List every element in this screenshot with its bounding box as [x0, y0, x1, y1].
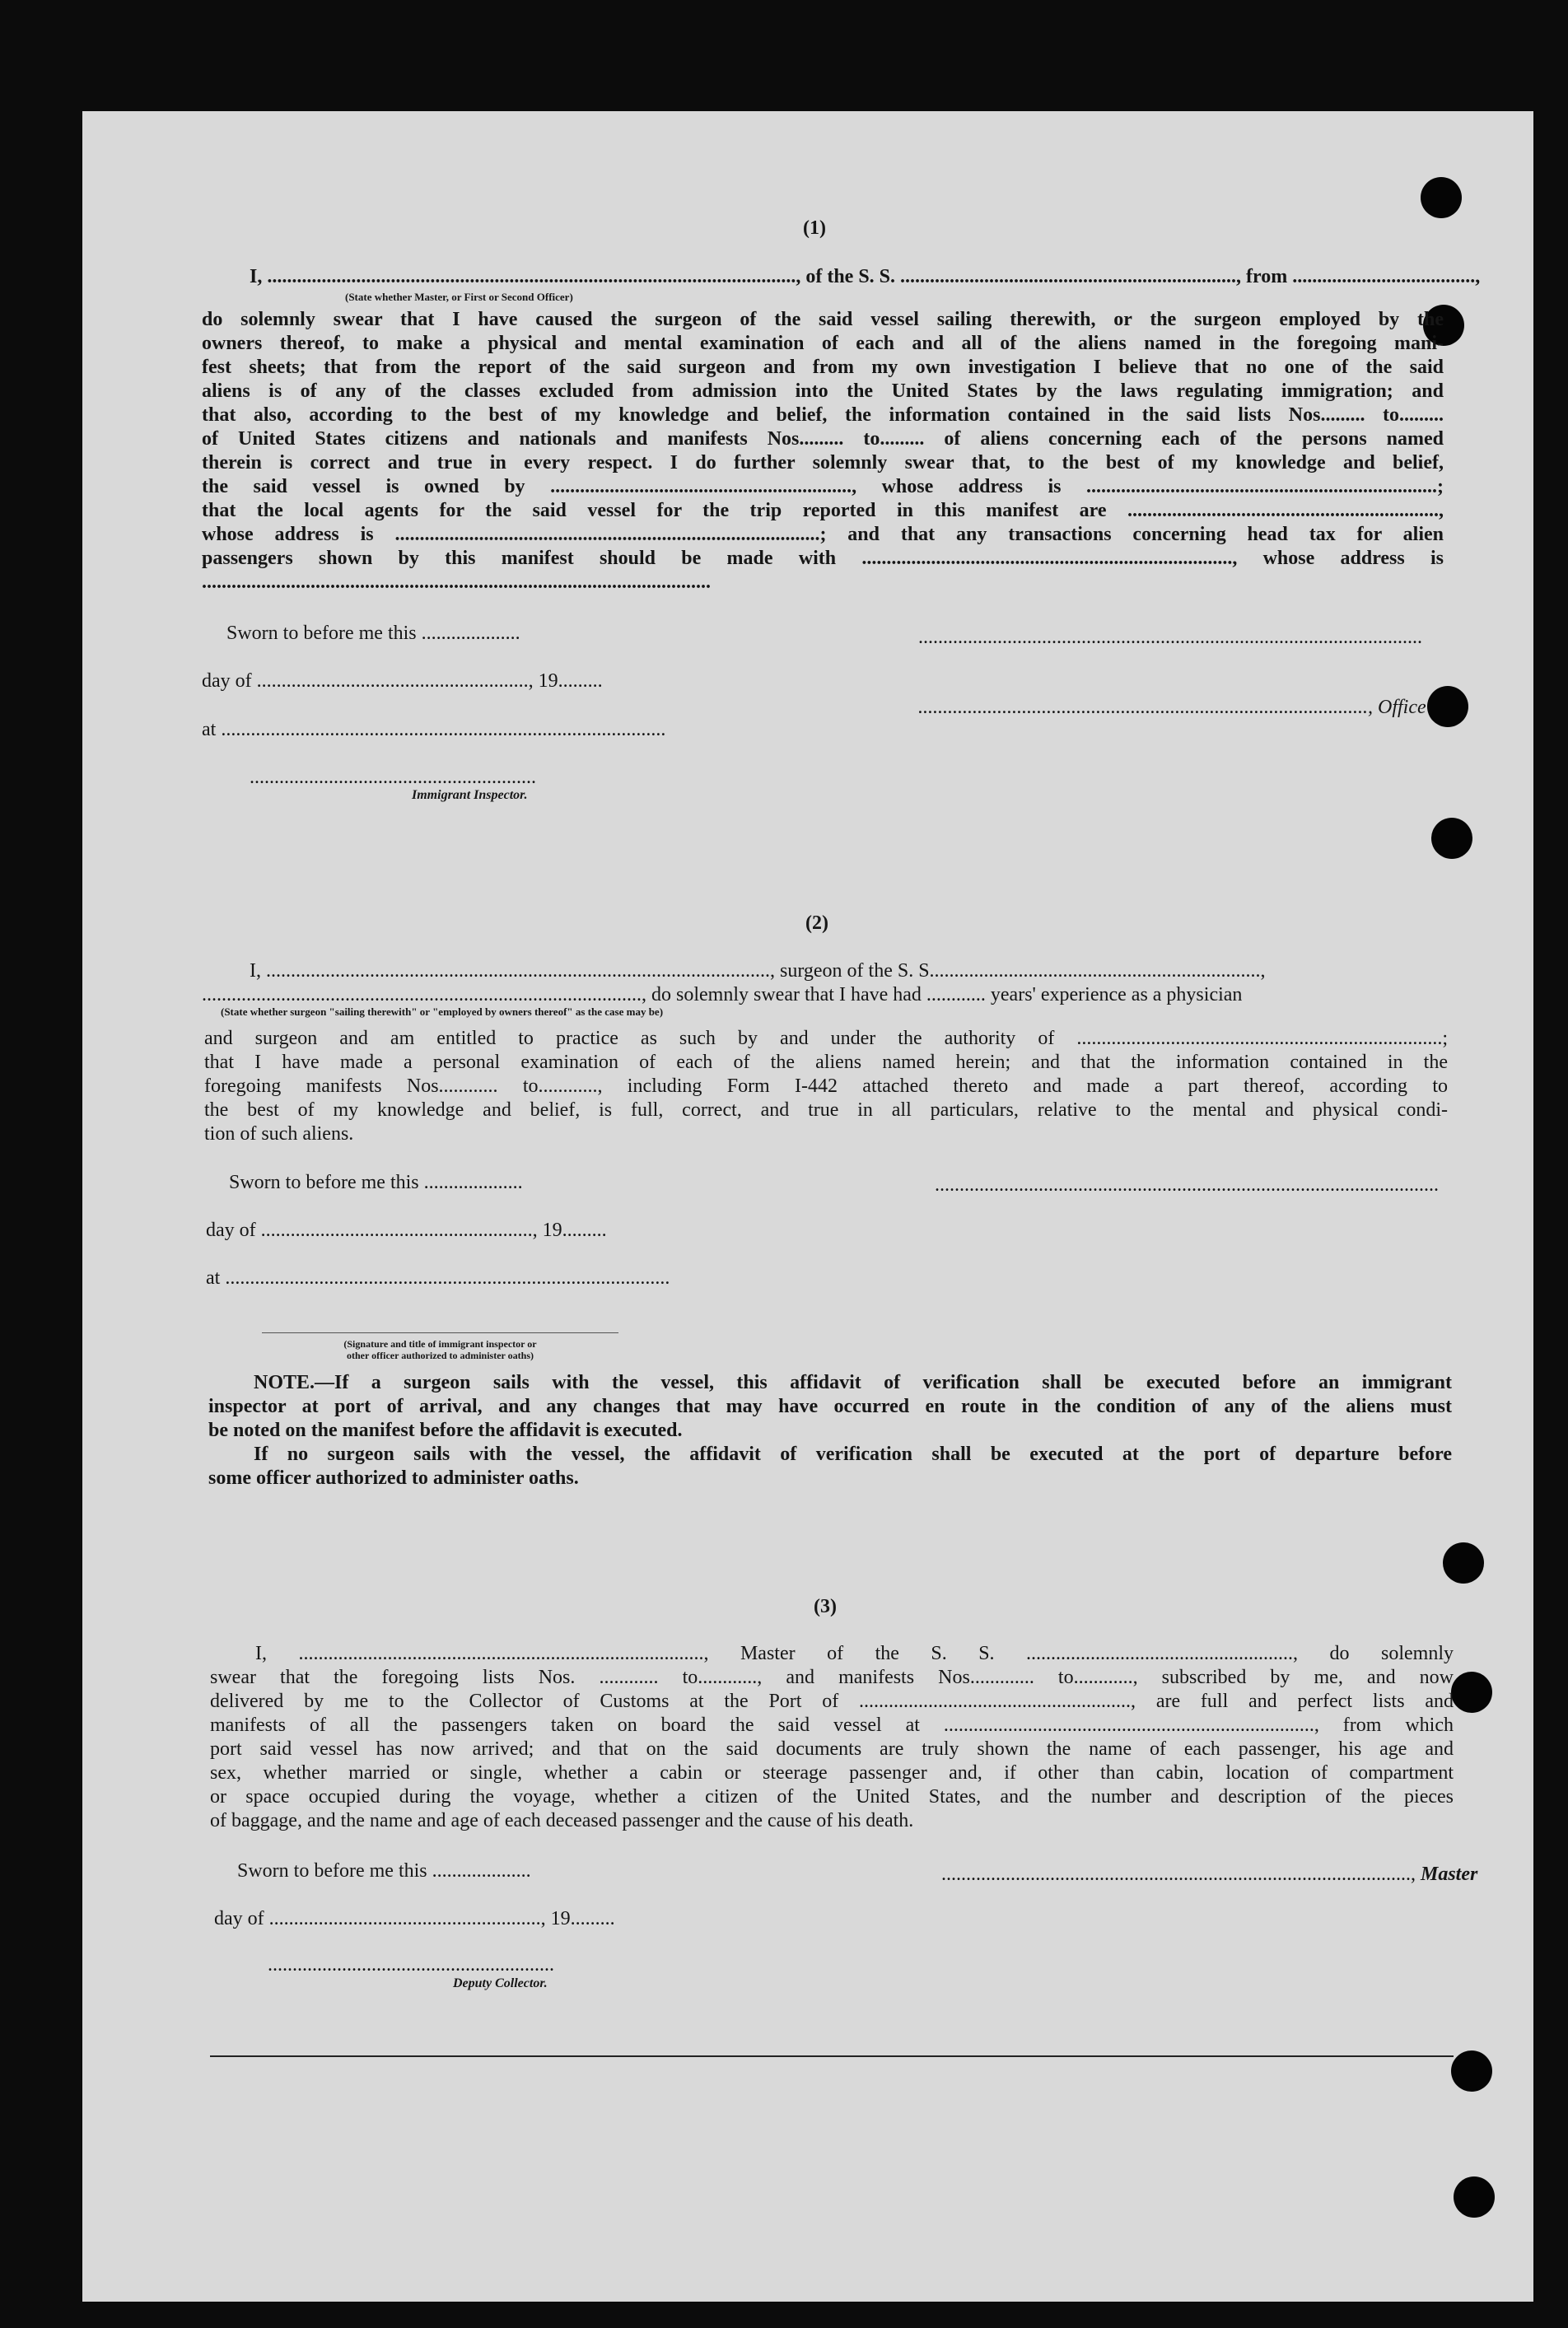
punch-hole — [1443, 1542, 1484, 1584]
s3-collector-label: Deputy Collector. — [453, 1976, 548, 1990]
s2-note-line: If no surgeon sails with the vessel, the affidavit of verification shall be executed at the port of departure before — [254, 1444, 1452, 1465]
s1-text-line: that also, according to the best of my knowledge and belief, the information contained in the said lists Nos......... to......... — [202, 404, 1444, 426]
s1-text-line: owners thereof, to make a physical and mental examination of each and all of the aliens named in the foregoing mani- — [202, 333, 1444, 354]
s3-text-line: or space occupied during the voyage, whether a citizen of the United States, and the number and description of the pieces — [210, 1786, 1454, 1808]
s2-text-line: tion of such aliens. — [204, 1123, 354, 1145]
section-3-heading: (3) — [814, 1596, 837, 1617]
s3-master-signature-line — [941, 1863, 1477, 1887]
s2-caption-line: (Signature and title of immigrant inspector or — [343, 1338, 537, 1350]
s3-collector-signature-line: .......................................................... — [268, 1954, 554, 1976]
s2-surgeon-caption: (State whether surgeon "sailing therewith" or "employed by owners thereof" as the case may be) — [221, 1005, 664, 1018]
s2-text-line: that I have made a personal examination of each of the aliens named herein; and that the information contained in the — [204, 1052, 1448, 1073]
s1-text-line: of United States citizens and nationals and manifests Nos......... to......... of aliens concerning each of the persons named — [202, 428, 1444, 450]
s1-text-line: therein is correct and true in every respect. I do further solemnly swear that, to the best of my knowledge and belief, — [202, 452, 1444, 474]
s2-day-line: day of ......................................................., 19......... — [206, 1220, 607, 1241]
s2-at-line: at .......................................................................................... — [206, 1267, 670, 1289]
s1-text-line: the said vessel is owned by ............................................................., whose address is .......................................................................; — [202, 476, 1444, 497]
s1-sworn-line: Sworn to before me this .................... — [226, 623, 520, 644]
s2-note-line: be noted on the manifest before the affidavit is executed. — [208, 1420, 683, 1441]
s2-note — [208, 1371, 1452, 1491]
punch-hole — [1421, 177, 1462, 218]
s3-text-line: of baggage, and the name and age of each deceased passenger and the cause of his death. — [210, 1810, 914, 1831]
bottom-rule — [210, 2055, 1454, 2057]
section-1-heading: (1) — [803, 217, 826, 239]
s1-affidavit-text — [202, 308, 1444, 595]
s3-text-line: delivered by me to the Collector of Customs at the Port of ......................................................., are full and perfect lists and — [210, 1691, 1454, 1712]
s3-master-label: Master — [1421, 1864, 1478, 1885]
s3-affidavit-text — [210, 1642, 1454, 1833]
s1-at-line: at .......................................................................................... — [202, 719, 666, 740]
s1-text-line: whose address is ......................................................................................; and that any transactions concerning head tax for alien — [202, 524, 1444, 545]
punch-hole — [1454, 2176, 1495, 2218]
s2-line-2: ........................................................................................., do solemnly swear that I have had ............ years' experience as a physician — [202, 984, 1243, 1005]
s1-text-line: aliens is of any of the classes excluded from admission into the United States by the laws regulating immigration; and — [202, 380, 1444, 402]
s3-text-line: I, .................................................................................., Master of the S. S. ......................................................, do solemnly — [255, 1643, 1454, 1664]
s2-caption-line: other officer authorized to administer oaths) — [347, 1350, 534, 1361]
s1-text-line: passengers shown by this manifest should be made with ..........................................................................., whose address is — [202, 548, 1444, 569]
s2-text-line: and surgeon and am entitled to practice as such by and under the authority of ..........................................................................; — [204, 1028, 1448, 1049]
punch-hole — [1451, 1672, 1492, 1713]
s2-sworn-line: Sworn to before me this .................... — [229, 1172, 523, 1193]
s2-signature-caption — [262, 1338, 618, 1361]
s3-text-line: manifests of all the passengers taken on board the said vessel at ..........................................................................., from which — [210, 1715, 1454, 1736]
s1-inspector-signature-line: .......................................................... — [250, 767, 536, 788]
s2-affidavit-text — [204, 1027, 1448, 1146]
s1-officer-caption: (State whether Master, or First or Second Officer) — [345, 291, 573, 303]
s3-text-line: port said vessel has now arrived; and that on the said documents are truly shown the name of each passenger, his age and — [210, 1738, 1454, 1760]
s1-text-line: that the local agents for the said vessel for the trip reported in this manifest are ..............................................................., — [202, 500, 1444, 521]
s2-note-line: some officer authorized to administer oaths. — [208, 1467, 579, 1489]
s2-line-1: I, ......................................................................................................, surgeon of the S. S..................................................................., — [250, 960, 1266, 982]
s3-sworn-line: Sworn to before me this .................... — [237, 1860, 531, 1882]
s2-right-signature-line: ...................................................................................................... — [935, 1174, 1439, 1196]
punch-hole — [1431, 818, 1472, 859]
s1-text-line: fest sheets; that from the report of the said surgeon and from my own investigation I believe that no one of the said — [202, 357, 1444, 378]
s1-right-signature-line: ...................................................................................................... — [918, 627, 1422, 648]
s1-day-line: day of ......................................................., 19......... — [202, 670, 603, 692]
s3-text-line: sex, whether married or single, whether a cabin or steerage passenger and, if other than cabin, location of compartment — [210, 1762, 1454, 1784]
s3-day-line: day of ......................................................., 19......... — [214, 1908, 615, 1929]
s2-text-line: foregoing manifests Nos............ to............, including Form I-442 attached thereto and made a part thereof, according to — [204, 1075, 1448, 1097]
s2-text-line: the best of my knowledge and belief, is full, correct, and true in all particulars, relative to the mental and physical condi- — [204, 1099, 1448, 1121]
s1-text-line: ....................................................................................................... — [202, 572, 711, 593]
s1-text-line: do solemnly swear that I have caused the surgeon of the said vessel sailing therewith, or the surgeon employed by the — [202, 309, 1444, 330]
punch-hole — [1451, 2050, 1492, 2092]
s2-note-line: NOTE.—If a surgeon sails with the vessel, this affidavit of verification shall be executed before an immigrant — [254, 1372, 1452, 1393]
section-2-heading: (2) — [805, 912, 828, 934]
s3-master-dots: ..............................................................................................., — [941, 1864, 1421, 1885]
s1-inspector-label: Immigrant Inspector. — [412, 788, 528, 802]
s1-line-1: I, ..........................................................................................................., of the S. S. ...................................................................., from ....................................., — [250, 266, 1481, 287]
s2-note-line: inspector at port of arrival, and any changes that may have occurred en route in the condition of any of the aliens must — [208, 1396, 1452, 1417]
s3-text-line: swear that the foregoing lists Nos. ............ to............, and manifests Nos............. to............, subscribed by me, and now — [210, 1667, 1454, 1688]
punch-hole — [1427, 686, 1468, 727]
s2-signature-rule — [262, 1332, 618, 1333]
s1-officer-signature-line: ..........................................................................................., Office — [918, 697, 1426, 718]
